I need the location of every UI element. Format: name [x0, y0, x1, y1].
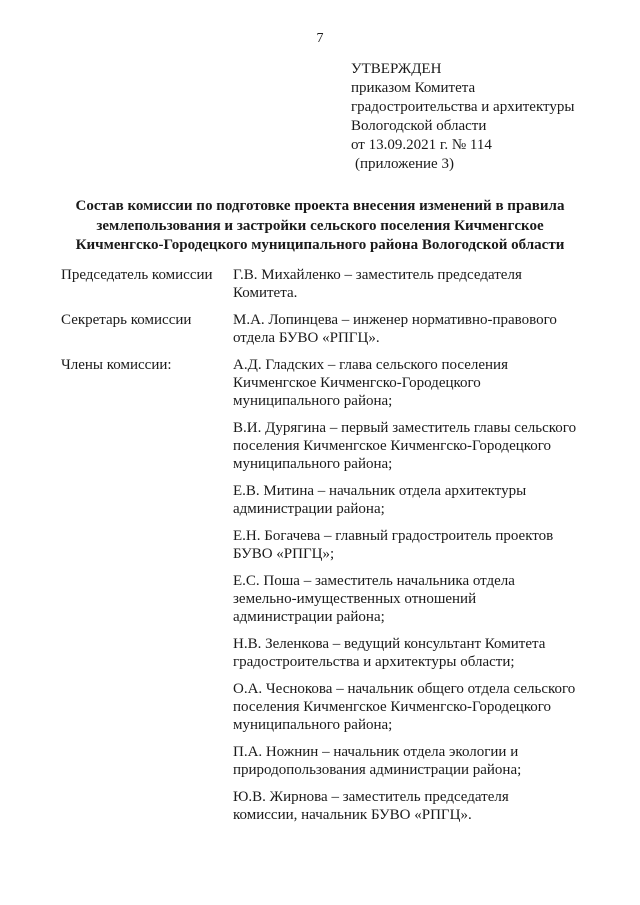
member-entry: Ю.В. Жирнова – заместитель председателя комиссии, начальник БУВО «РПГЦ». [233, 789, 509, 823]
member-entry: Е.С. Поша – заместитель начальника отдела земельно-имущественных отношений администрации района; [233, 573, 515, 625]
member-entry: Н.В. Зеленкова – ведущий консультант Комитета градостроительства и архитектуры области; [233, 636, 546, 670]
role-label: Секретарь комиссии [61, 312, 192, 328]
title-line: Состав комиссии по подготовке проекта внесения изменений в правила [75, 198, 565, 214]
approval-stamp [351, 60, 574, 174]
title-line: Кичменгско-Городецкого муниципального района Вологодской области [75, 237, 565, 253]
member-entry: Е.Н. Богачева – главный градостроитель проектов БУВО «РПГЦ»; [233, 528, 554, 562]
title-line: землепользования и застройки сельского поселения Кичменгское [96, 217, 544, 234]
member-entry: А.Д. Гладских – глава сельского поселения Кичменгское Кичменгско-Городецкого муниципального района; [233, 357, 508, 409]
page-number: 7 [316, 31, 324, 46]
approval-line: градостроительства и архитектуры [351, 99, 575, 115]
roster-row-secretary [61, 311, 621, 347]
members-list [233, 266, 621, 302]
member-entry: Г.В. Михайленко – заместитель председателя Комитета. [233, 267, 522, 301]
member-entry: О.А. Чеснокова – начальник общего отдела сельского поселения Кичменгское Кичменгско-Городецкого муниципального района; [233, 681, 576, 733]
member-entry: П.А. Ножнин – начальник отдела экологии и природопользования администрации района; [233, 744, 522, 778]
roster-row-members [61, 356, 621, 824]
role-label: Председатель комиссии [61, 267, 213, 283]
approval-appendix-line: (приложение 3) [355, 156, 454, 172]
role-label: Члены комиссии: [61, 357, 172, 373]
members-list [233, 311, 621, 347]
member-entry: В.И. Дурягина – первый заместитель главы сельского поселения Кичменгское Кичменгско-Городецкого муниципального района; [233, 420, 577, 472]
approval-line: приказом Комитета [351, 80, 476, 96]
roster-row-chair [61, 266, 621, 302]
approval-heading: УТВЕРЖДЕН [351, 61, 442, 77]
commission-roster [61, 266, 621, 833]
document-title [40, 197, 600, 256]
member-entry: Е.В. Митина – начальник отдела архитектуры администрации района; [233, 483, 527, 517]
approval-line: Вологодской области [351, 118, 487, 134]
members-list [233, 356, 621, 824]
member-entry: М.А. Лопинцева – инженер нормативно-правового отдела БУВО «РПГЦ». [233, 312, 557, 346]
approval-date-line: от 13.09.2021 г. № 114 [351, 137, 492, 153]
